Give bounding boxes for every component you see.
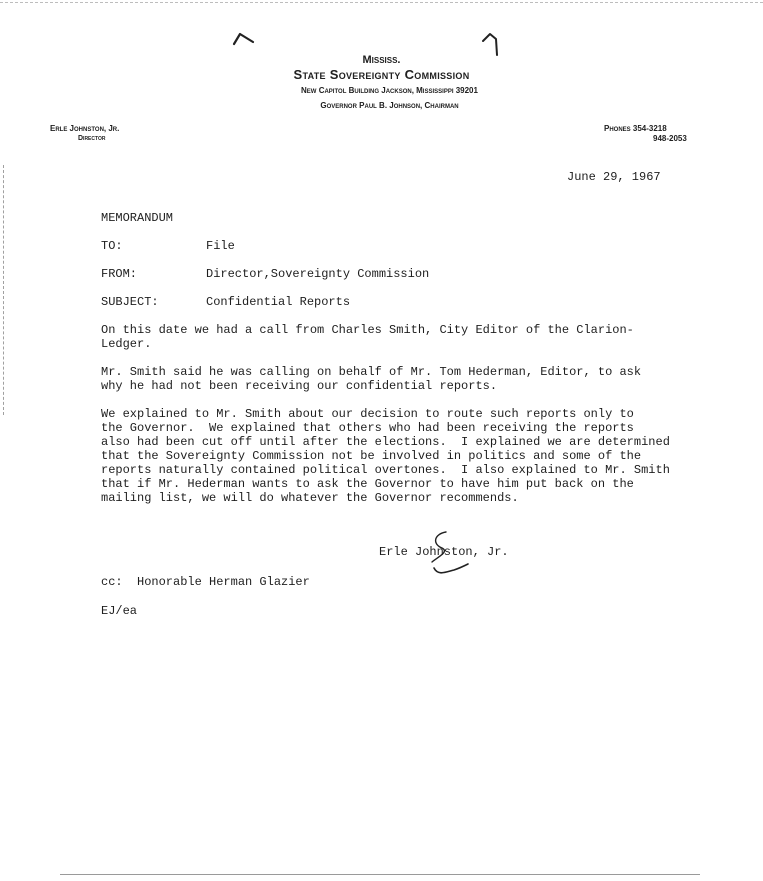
letterhead-org-line1: Mississ.: [362, 54, 401, 66]
letterhead-chairman: Governor Paul B. Johnson, Chairman: [320, 101, 459, 110]
para2-line1: Mr. Smith said he was calling on behalf of Mr. Tom Hederman, Editor, to ask: [101, 365, 642, 379]
para3-line7: mailing list, we will do whatever the Governor recommends.: [101, 491, 519, 505]
para1-line1: On this date we had a call from Charles Smith, City Editor of the Clarion-: [101, 323, 634, 337]
director-name: Erle Johnston, Jr.: [50, 124, 120, 133]
memo-date: June 29, 1967: [567, 170, 661, 184]
to-value: File: [206, 239, 235, 253]
from-value: Director,Sovereignty Commission: [206, 267, 430, 281]
scan-edge-left: [3, 165, 4, 415]
phone-secondary: 948-2053: [653, 134, 687, 143]
director-title: Director: [78, 135, 106, 142]
from-label: FROM:: [101, 267, 138, 281]
para3-line2: the Governor. We explained that others who had been receiving the reports: [101, 421, 634, 435]
to-label: TO:: [101, 239, 123, 253]
letterhead-address: New Capitol Building Jackson, Mississippi 39201: [301, 86, 478, 95]
subject-label: SUBJECT:: [101, 295, 159, 309]
cc-line: cc: Honorable Herman Glazier: [101, 575, 310, 589]
para3-line6: that if Mr. Hederman wants to ask the Governor to have him put back on the: [101, 477, 634, 491]
letterhead-org-name: State Sovereignty Commission: [293, 67, 470, 82]
para3-line3: also had been cut off until after the elections. I explained we are determined: [101, 435, 670, 449]
para2-line2: why he had not been receiving our confidential reports.: [101, 379, 498, 393]
phone-primary: Phones 354-3218: [604, 124, 667, 133]
para3-line1: We explained to Mr. Smith about our decision to route such reports only to: [101, 407, 634, 421]
signature-typed: Erle Johnston, Jr.: [379, 545, 509, 559]
para3-line4: that the Sovereignty Commission not be involved in politics and some of the: [101, 449, 642, 463]
scan-edge-top: [0, 2, 763, 3]
handwritten-initials-icon: [424, 528, 474, 580]
scan-edge-bottom: [60, 874, 700, 875]
subject-value: Confidential Reports: [206, 295, 351, 309]
typist-initials: EJ/ea: [101, 604, 138, 618]
para1-line2: Ledger.: [101, 337, 152, 351]
hand-mark-left-icon: [231, 30, 257, 48]
memo-heading: MEMORANDUM: [101, 211, 174, 225]
para3-line5: reports naturally contained political overtones. I also explained to Mr. Smith: [101, 463, 670, 477]
